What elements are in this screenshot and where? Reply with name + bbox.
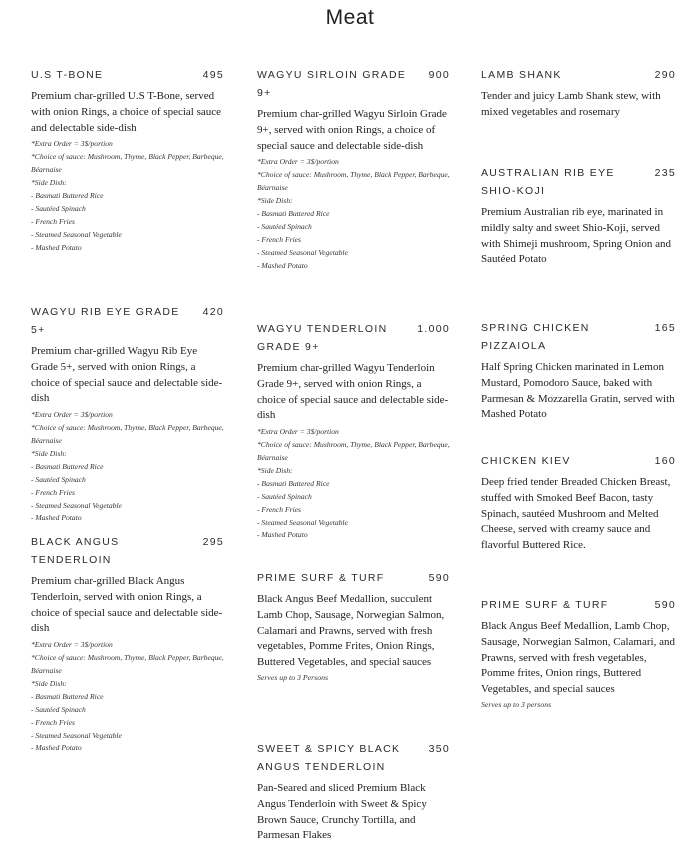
menu-item <box>31 303 224 525</box>
item-note: *Extra Order = 3$/portion <box>31 410 113 420</box>
menu-item <box>31 533 224 755</box>
item-note: - Sautéed Spinach <box>257 221 312 231</box>
item-note: *Choice of sauce: Mushroom, Thyme, Black Pepper, Barbeque, Béarnaise <box>257 440 450 462</box>
item-note: *Choice of sauce: Mushroom, Thyme, Black Pepper, Barbeque, Béarnaise <box>31 152 224 175</box>
item-note: - Sautéed Spinach <box>31 203 86 213</box>
item-note: *Extra Order = 3$/portion <box>257 157 339 167</box>
item-description: Premium Australian rib eye, marinated in mildly salty and sweet Shio-Koji, served with Shimeji mushroom, Spring Onion and Sautéed Potato <box>481 206 672 266</box>
item-note: - Sautéed Spinach <box>31 704 86 714</box>
item-name: CHICKEN KIEV <box>481 455 571 467</box>
item-note: - French Fries <box>257 234 302 244</box>
item-note: - French Fries <box>257 504 302 514</box>
item-description: Premium char-grilled Wagyu Tenderloin Grade 9+, served with onion Rings, a choice of special sauce and delectable side-dish <box>257 362 449 422</box>
item-note: - Steamed Seasonal Vegetable <box>31 229 122 239</box>
item-price: 1.000 <box>417 323 450 335</box>
item-description: Pan-Seared and sliced Premium Black Angus Tenderloin with Sweet & Spicy Brown Sauce, Crunchy Tortilla, and Parmesan Flakes <box>257 782 427 842</box>
item-note: - Basmati Buttered Rice <box>257 209 330 219</box>
item-note: *Side Dish: <box>31 448 67 458</box>
item-price: 295 <box>202 536 224 548</box>
item-note: *Extra Order = 3$/portion <box>31 640 113 650</box>
item-description: Premium char-grilled Wagyu Sirloin Grade 9+, served with onion Rings, a choice of special sauce and delectable side-dish <box>257 108 447 152</box>
menu-item <box>257 569 450 684</box>
item-name: AUSTRALIAN RIB EYE SHIO-KOJI <box>481 167 615 197</box>
item-name: BLACK ANGUS TENDERLOIN <box>31 536 120 566</box>
item-note: *Side Dish: <box>31 678 67 688</box>
item-name: LAMB SHANK <box>481 69 562 81</box>
menu-item <box>257 66 450 273</box>
menu-item <box>257 740 450 844</box>
item-note: - Mashed Potato <box>31 513 82 523</box>
item-note: - Steamed Seasonal Vegetable <box>257 517 348 527</box>
item-description: Premium char-grilled Black Angus Tenderloin, served with onion Rings, a choice of special sauce and delectable side-dish <box>31 575 223 635</box>
item-note: - Basmati Buttered Rice <box>31 461 104 471</box>
menu-item <box>257 320 450 542</box>
item-note: - Steamed Seasonal Vegetable <box>31 730 122 740</box>
item-description: Black Angus Beef Medallion, Lamb Chop, Sausage, Norwegian Salmon, Calamari, and Prawns, served with fresh vegetables, Pomme frites, Onion rings, Buttered Vegetables, and special sauces <box>481 620 675 696</box>
item-price: 160 <box>654 455 676 467</box>
item-note: - Steamed Seasonal Vegetable <box>31 500 122 510</box>
item-price: 235 <box>654 167 676 179</box>
item-name: SWEET & SPICY BLACK ANGUS TENDERLOIN <box>257 743 401 773</box>
item-note: - Basmati Buttered Rice <box>257 478 330 488</box>
item-note: *Extra Order = 3$/portion <box>31 139 113 149</box>
item-name: WAGYU SIRLOIN GRADE 9+ <box>257 69 407 99</box>
item-price: 350 <box>428 743 450 755</box>
menu-item <box>31 66 224 255</box>
page-title: Meat <box>325 6 375 29</box>
item-note: - Basmati Buttered Rice <box>31 691 104 701</box>
item-note: - Mashed Potato <box>257 530 308 540</box>
item-price: 290 <box>654 69 676 81</box>
item-name: U.S T-BONE <box>31 69 104 81</box>
menu-item <box>481 452 676 554</box>
item-note: - Mashed Potato <box>31 242 82 252</box>
item-price: 165 <box>654 322 676 334</box>
item-price: 495 <box>202 69 224 81</box>
item-note: - Steamed Seasonal Vegetable <box>257 247 348 257</box>
item-description: Premium char-grilled U.S T-Bone, served with onion Rings, a choice of special sauce and delectable side-dish <box>31 90 222 134</box>
item-price: 590 <box>428 572 450 584</box>
item-note: *Choice of sauce: Mushroom, Thyme, Black Pepper, Barbeque, Béarnaise <box>257 170 450 193</box>
item-note: *Side Dish: <box>257 465 293 475</box>
item-description: Deep fried tender Breaded Chicken Breast, stuffed with Smoked Beef Bacon, tasty Spinach, sautéed Mushroom and Melted Cheese, served with creamy sauce and flavorful Buttered Rice. <box>481 476 671 552</box>
item-note: - French Fries <box>31 216 76 226</box>
item-note: - French Fries <box>31 717 76 727</box>
item-note: - Mashed Potato <box>31 743 82 753</box>
menu-item <box>481 164 676 268</box>
item-note: *Extra Order = 3$/portion <box>257 427 339 437</box>
item-price: 420 <box>202 306 224 318</box>
item-description: Tender and juicy Lamb Shank stew, with mixed vegetables and rosemary <box>481 90 661 118</box>
item-name: WAGYU RIB EYE GRADE 5+ <box>31 306 180 336</box>
item-price: 590 <box>654 599 676 611</box>
item-description: Premium char-grilled Wagyu Rib Eye Grade 5+, served with onion Rings, a choice of special sauce and delectable side-dish <box>31 345 223 405</box>
menu-item <box>481 66 676 121</box>
item-serves: Serves up to 3 Persons <box>257 672 329 682</box>
item-note: - French Fries <box>31 487 76 497</box>
item-note: - Mashed Potato <box>257 260 308 270</box>
item-name: WAGYU TENDERLOIN GRADE 9+ <box>257 323 388 353</box>
item-description: Black Angus Beef Medallion, succulent Lamb Chop, Sausage, Norwegian Salmon, Calamari and Prawns, served with fresh vegetables, Pomme Frites, Onion Rings, Buttered Vegetables, and special sauces <box>257 593 445 669</box>
item-serves: Serves up to 3 persons <box>481 699 552 709</box>
item-name: SPRING CHICKEN PIZZAIOLA <box>481 322 590 352</box>
menu-item <box>481 596 676 711</box>
item-note: *Choice of sauce: Mushroom, Thyme, Black Pepper, Barbeque, Béarnaise <box>31 653 224 675</box>
item-price: 900 <box>428 69 450 81</box>
item-note: *Side Dish: <box>31 178 67 188</box>
item-name: PRIME SURF & TURF <box>257 572 385 584</box>
item-note: *Side Dish: <box>257 196 293 206</box>
menu-item <box>481 319 676 423</box>
item-name: PRIME SURF & TURF <box>481 599 609 611</box>
item-note: - Sautéed Spinach <box>257 491 312 501</box>
item-note: - Basmati Buttered Rice <box>31 191 104 201</box>
item-note: - Sautéed Spinach <box>31 474 86 484</box>
item-note: *Choice of sauce: Mushroom, Thyme, Black Pepper, Barbeque, Béarnaise <box>31 423 224 445</box>
item-description: Half Spring Chicken marinated in Lemon Mustard, Pomodoro Sauce, baked with Parmesan & Mozzarella Gratin, served with Mashed Potato <box>481 361 675 421</box>
